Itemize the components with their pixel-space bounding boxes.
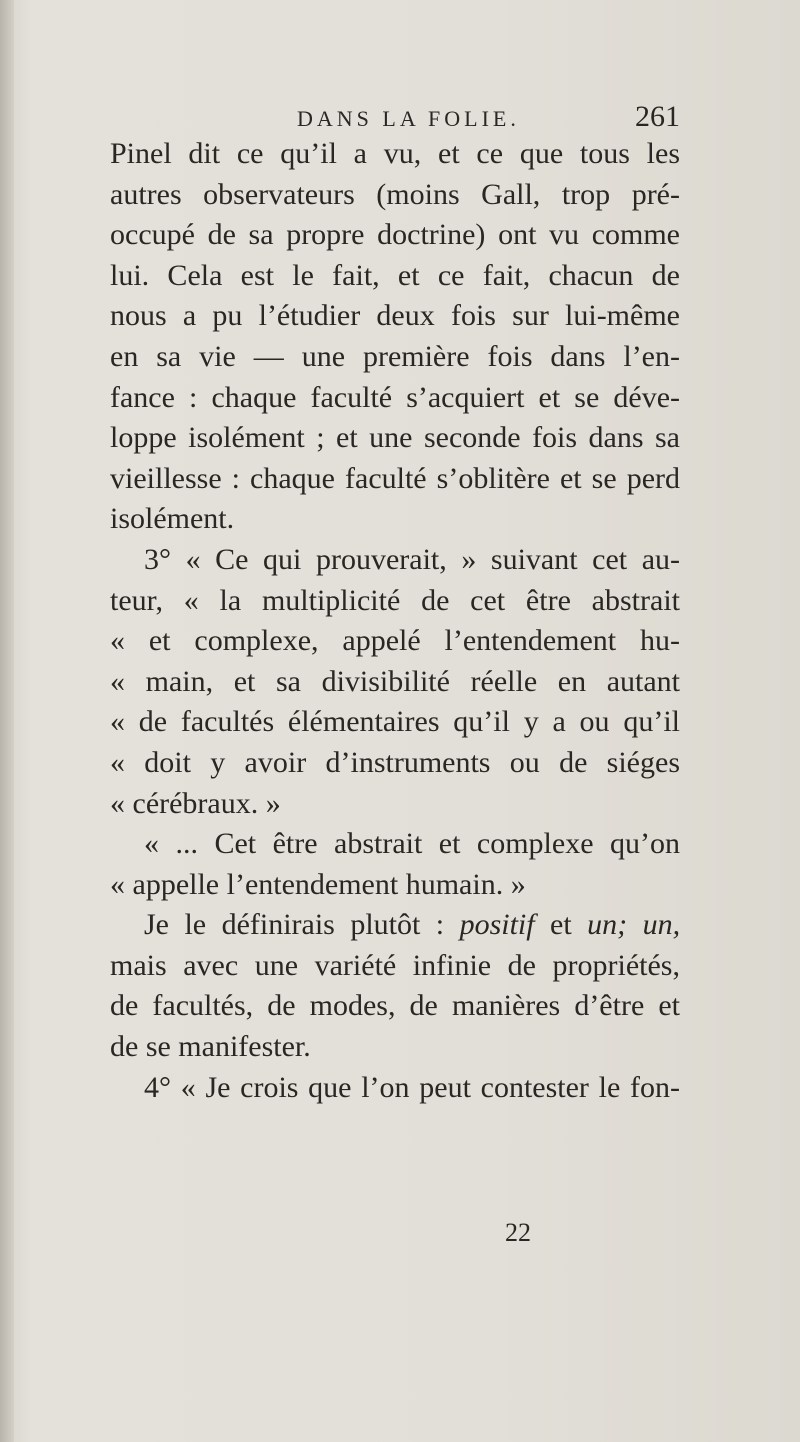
text-line: 3° « Ce qui prouverait, » suivant cet au-: [144, 542, 680, 576]
text-line: teur, « la multiplicité de cet être abstrait: [110, 583, 680, 617]
text-line-italic: Je le définirais plutôt : positif et un; un,: [144, 908, 681, 942]
text-line: 4° « Je crois que l’on peut contester le fon-: [144, 1070, 680, 1104]
text-line: « main, et sa divisibilité réelle en autant: [110, 664, 680, 698]
text-line: fance : chaque faculté s’acquiert et se déve-: [110, 380, 680, 414]
text-line: nous a pu l’étudier deux fois sur lui-même: [110, 299, 680, 333]
text-line: mais avec une variété infinie de propriétés,: [110, 948, 680, 982]
text-line: lui. Cela est le fait, et ce fait, chacun de: [110, 258, 680, 292]
text-line: de se manifester.: [110, 1030, 311, 1064]
text-line: « de facultés élémentaires qu’il y a ou qu’il: [110, 705, 680, 739]
text-line: loppe isolément ; et une seconde fois dans sa: [110, 421, 680, 455]
text-line: « et complexe, appelé l’entendement hu-: [110, 624, 680, 658]
text-line: de facultés, de modes, de manières d’être et: [110, 989, 680, 1023]
text-line: « cérébraux. »: [110, 786, 281, 820]
signature-mark: 22: [505, 1218, 531, 1247]
text-line: Pinel dit ce qu’il a vu, et ce que tous les: [110, 137, 680, 170]
page-number: 261: [635, 100, 680, 133]
text-line: « ... Cet être abstrait et complexe qu’on: [144, 827, 680, 861]
text-line: autres observateurs (moins Gall, trop pré-: [110, 177, 680, 211]
text-line: vieillesse : chaque faculté s’oblitère et se perd: [110, 461, 680, 495]
text-line: « appelle l’entendement humain. »: [110, 867, 526, 901]
text-line: « doit y avoir d’instruments ou de siéges: [110, 745, 680, 779]
running-head: DANS LA FOLIE.: [297, 106, 520, 131]
text-line: isolément.: [110, 502, 235, 536]
text-line: en sa vie — une première fois dans l’en-: [110, 339, 680, 373]
text-line: occupé de sa propre doctrine) ont vu comme: [110, 218, 680, 252]
book-spine-shadow: [0, 0, 14, 1442]
body-text: [110, 134, 680, 1108]
